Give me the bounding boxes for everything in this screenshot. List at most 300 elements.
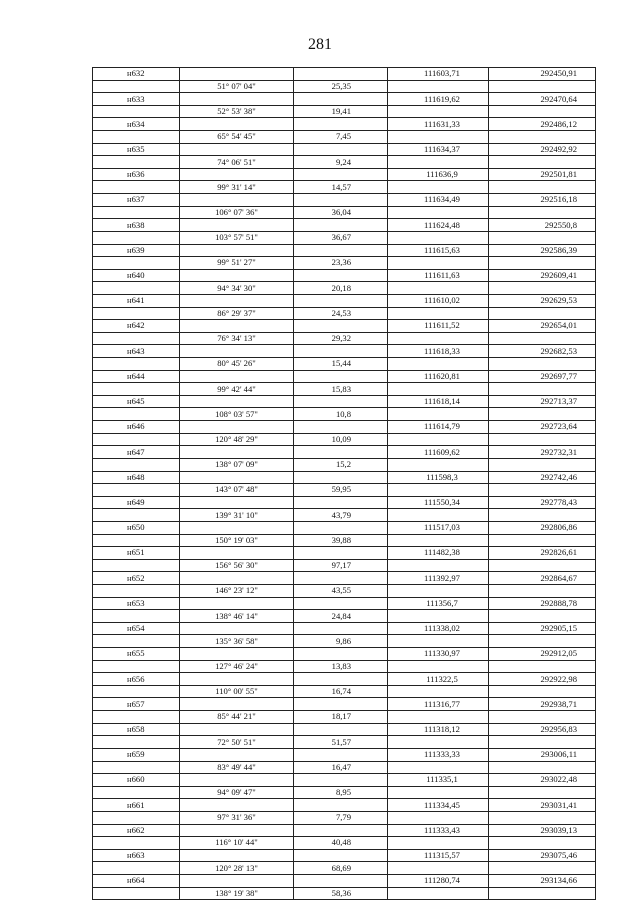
table-row <box>93 824 596 837</box>
point-name: н632 <box>93 68 180 81</box>
empty-cell <box>489 156 596 169</box>
empty-cell <box>93 156 180 169</box>
segment-length: 20,18 <box>294 282 388 295</box>
y-coordinate: 292806,86 <box>489 521 596 534</box>
empty-cell <box>388 887 489 900</box>
empty-cell <box>93 761 180 774</box>
table-row <box>93 521 596 534</box>
empty-cell <box>294 320 388 333</box>
empty-cell <box>180 143 294 156</box>
segment-length: 14,57 <box>294 181 388 194</box>
table-row <box>93 572 596 585</box>
empty-cell <box>294 143 388 156</box>
empty-cell <box>180 547 294 560</box>
empty-cell <box>294 622 388 635</box>
point-name: н653 <box>93 597 180 610</box>
empty-cell <box>489 786 596 799</box>
empty-cell <box>294 370 388 383</box>
y-coordinate: 292486,12 <box>489 118 596 131</box>
empty-cell <box>489 206 596 219</box>
y-coordinate: 292550,8 <box>489 219 596 232</box>
empty-cell <box>93 105 180 118</box>
empty-cell <box>180 824 294 837</box>
empty-cell <box>180 370 294 383</box>
empty-cell <box>294 849 388 862</box>
empty-cell <box>180 269 294 282</box>
empty-cell <box>180 194 294 207</box>
empty-cell <box>180 698 294 711</box>
table-row <box>93 80 596 93</box>
empty-cell <box>388 458 489 471</box>
empty-cell <box>388 862 489 875</box>
point-name: н639 <box>93 244 180 257</box>
point-name: н645 <box>93 395 180 408</box>
empty-cell <box>180 446 294 459</box>
empty-cell <box>388 559 489 572</box>
table-row <box>93 496 596 509</box>
y-coordinate: 293075,46 <box>489 849 596 862</box>
empty-cell <box>93 736 180 749</box>
empty-cell <box>180 68 294 81</box>
y-coordinate: 292682,53 <box>489 345 596 358</box>
table-row <box>93 648 596 661</box>
x-coordinate: 111619,62 <box>388 93 489 106</box>
empty-cell <box>180 320 294 333</box>
empty-cell <box>93 282 180 295</box>
table-row <box>93 231 596 244</box>
empty-cell <box>180 597 294 610</box>
table-row <box>93 345 596 358</box>
empty-cell <box>180 496 294 509</box>
table-row <box>93 711 596 724</box>
empty-cell <box>489 408 596 421</box>
direction-angle: 99° 31' 14" <box>180 181 294 194</box>
segment-length: 68,69 <box>294 862 388 875</box>
x-coordinate: 111603,71 <box>388 68 489 81</box>
x-coordinate: 111550,34 <box>388 496 489 509</box>
empty-cell <box>294 547 388 560</box>
y-coordinate: 293134,66 <box>489 875 596 888</box>
table-row <box>93 383 596 396</box>
empty-cell <box>489 660 596 673</box>
table-row <box>93 887 596 900</box>
empty-cell <box>489 358 596 371</box>
empty-cell <box>93 837 180 850</box>
table-row <box>93 446 596 459</box>
direction-angle: 52° 53' 38" <box>180 105 294 118</box>
empty-cell <box>388 156 489 169</box>
x-coordinate: 111610,02 <box>388 294 489 307</box>
empty-cell <box>388 105 489 118</box>
empty-cell <box>93 181 180 194</box>
empty-cell <box>489 458 596 471</box>
empty-cell <box>489 332 596 345</box>
direction-angle: 138° 07' 09" <box>180 458 294 471</box>
segment-length: 16,47 <box>294 761 388 774</box>
empty-cell <box>388 837 489 850</box>
direction-angle: 85° 44' 21" <box>180 711 294 724</box>
segment-length: 39,88 <box>294 534 388 547</box>
table-row <box>93 294 596 307</box>
empty-cell <box>489 231 596 244</box>
empty-cell <box>388 811 489 824</box>
y-coordinate: 292742,46 <box>489 471 596 484</box>
empty-cell <box>180 799 294 812</box>
empty-cell <box>294 698 388 711</box>
x-coordinate: 111334,45 <box>388 799 489 812</box>
table-row <box>93 433 596 446</box>
empty-cell <box>180 774 294 787</box>
empty-cell <box>180 395 294 408</box>
point-name: н651 <box>93 547 180 560</box>
point-name: н642 <box>93 320 180 333</box>
empty-cell <box>388 408 489 421</box>
empty-cell <box>388 131 489 144</box>
x-coordinate: 111609,62 <box>388 446 489 459</box>
empty-cell <box>93 131 180 144</box>
empty-cell <box>388 383 489 396</box>
empty-cell <box>93 685 180 698</box>
direction-angle: 106° 07' 36" <box>180 206 294 219</box>
point-name: н641 <box>93 294 180 307</box>
direction-angle: 146° 23' 12" <box>180 584 294 597</box>
empty-cell <box>93 635 180 648</box>
x-coordinate: 111634,49 <box>388 194 489 207</box>
x-coordinate: 111333,43 <box>388 824 489 837</box>
point-name: н654 <box>93 622 180 635</box>
table-row <box>93 610 596 623</box>
segment-length: 29,32 <box>294 332 388 345</box>
x-coordinate: 111618,33 <box>388 345 489 358</box>
table-row <box>93 181 596 194</box>
table-row <box>93 597 596 610</box>
table-row <box>93 534 596 547</box>
empty-cell <box>294 395 388 408</box>
point-name: н643 <box>93 345 180 358</box>
empty-cell <box>489 534 596 547</box>
empty-cell <box>93 534 180 547</box>
empty-cell <box>93 433 180 446</box>
segment-length: 15,44 <box>294 358 388 371</box>
segment-length: 15,83 <box>294 383 388 396</box>
empty-cell <box>93 660 180 673</box>
table-row <box>93 269 596 282</box>
table-row <box>93 509 596 522</box>
empty-cell <box>388 181 489 194</box>
y-coordinate: 292723,64 <box>489 421 596 434</box>
y-coordinate: 292586,39 <box>489 244 596 257</box>
point-name: н647 <box>93 446 180 459</box>
empty-cell <box>388 584 489 597</box>
y-coordinate: 293031,41 <box>489 799 596 812</box>
empty-cell <box>388 534 489 547</box>
table-row <box>93 736 596 749</box>
empty-cell <box>180 748 294 761</box>
segment-length: 16,74 <box>294 685 388 698</box>
x-coordinate: 111335,1 <box>388 774 489 787</box>
point-name: н648 <box>93 471 180 484</box>
direction-angle: 135° 36' 58" <box>180 635 294 648</box>
empty-cell <box>388 484 489 497</box>
table-row <box>93 660 596 673</box>
direction-angle: 74° 06' 51" <box>180 156 294 169</box>
empty-cell <box>180 345 294 358</box>
empty-cell <box>489 862 596 875</box>
x-coordinate: 111615,63 <box>388 244 489 257</box>
x-coordinate: 111636,9 <box>388 168 489 181</box>
y-coordinate: 292912,05 <box>489 648 596 661</box>
y-coordinate: 292888,78 <box>489 597 596 610</box>
empty-cell <box>93 610 180 623</box>
segment-length: 9,24 <box>294 156 388 169</box>
empty-cell <box>93 358 180 371</box>
empty-cell <box>489 887 596 900</box>
empty-cell <box>489 761 596 774</box>
empty-cell <box>388 358 489 371</box>
empty-cell <box>180 244 294 257</box>
segment-length: 36,67 <box>294 231 388 244</box>
y-coordinate: 292864,67 <box>489 572 596 585</box>
empty-cell <box>93 584 180 597</box>
empty-cell <box>388 80 489 93</box>
y-coordinate: 292654,01 <box>489 320 596 333</box>
table-row <box>93 408 596 421</box>
segment-length: 59,95 <box>294 484 388 497</box>
x-coordinate: 111611,52 <box>388 320 489 333</box>
table-row <box>93 875 596 888</box>
x-coordinate: 111517,03 <box>388 521 489 534</box>
table-row <box>93 761 596 774</box>
y-coordinate: 292516,18 <box>489 194 596 207</box>
segment-length: 36,04 <box>294 206 388 219</box>
empty-cell <box>388 206 489 219</box>
empty-cell <box>489 559 596 572</box>
table-row <box>93 723 596 736</box>
direction-angle: 120° 28' 13" <box>180 862 294 875</box>
empty-cell <box>180 648 294 661</box>
table-row <box>93 799 596 812</box>
direction-angle: 156° 56' 30" <box>180 559 294 572</box>
segment-length: 19,41 <box>294 105 388 118</box>
empty-cell <box>294 194 388 207</box>
table-row <box>93 484 596 497</box>
table-row <box>93 68 596 81</box>
empty-cell <box>93 206 180 219</box>
empty-cell <box>294 68 388 81</box>
direction-angle: 51° 07' 04" <box>180 80 294 93</box>
table-row <box>93 811 596 824</box>
table-row <box>93 786 596 799</box>
point-name: н635 <box>93 143 180 156</box>
x-coordinate: 111618,14 <box>388 395 489 408</box>
x-coordinate: 111624,48 <box>388 219 489 232</box>
direction-angle: 86° 29' 37" <box>180 307 294 320</box>
x-coordinate: 111280,74 <box>388 875 489 888</box>
direction-angle: 80° 45' 26" <box>180 358 294 371</box>
point-name: н636 <box>93 168 180 181</box>
page-number: 281 <box>308 36 332 53</box>
empty-cell <box>388 307 489 320</box>
empty-cell <box>180 572 294 585</box>
y-coordinate: 292732,31 <box>489 446 596 459</box>
empty-cell <box>294 723 388 736</box>
point-name: н657 <box>93 698 180 711</box>
empty-cell <box>93 484 180 497</box>
empty-cell <box>294 597 388 610</box>
empty-cell <box>489 257 596 270</box>
y-coordinate: 292492,92 <box>489 143 596 156</box>
table-row <box>93 748 596 761</box>
point-name: н652 <box>93 572 180 585</box>
empty-cell <box>93 509 180 522</box>
direction-angle: 103° 57' 51" <box>180 231 294 244</box>
empty-cell <box>388 257 489 270</box>
empty-cell <box>388 433 489 446</box>
point-name: н655 <box>93 648 180 661</box>
y-coordinate: 292956,83 <box>489 723 596 736</box>
x-coordinate: 111315,57 <box>388 849 489 862</box>
table-row <box>93 93 596 106</box>
table-row <box>93 774 596 787</box>
table-row <box>93 673 596 686</box>
x-coordinate: 111482,38 <box>388 547 489 560</box>
table-row <box>93 458 596 471</box>
x-coordinate: 111614,79 <box>388 421 489 434</box>
x-coordinate: 111598,3 <box>388 471 489 484</box>
segment-length: 10,09 <box>294 433 388 446</box>
empty-cell <box>388 509 489 522</box>
empty-cell <box>180 723 294 736</box>
empty-cell <box>294 168 388 181</box>
point-name: н662 <box>93 824 180 837</box>
point-name: н640 <box>93 269 180 282</box>
empty-cell <box>388 332 489 345</box>
table-row <box>93 370 596 383</box>
table-row <box>93 194 596 207</box>
empty-cell <box>294 875 388 888</box>
direction-angle: 150° 19' 03" <box>180 534 294 547</box>
direction-angle: 65° 54' 45" <box>180 131 294 144</box>
segment-length: 58,36 <box>294 887 388 900</box>
empty-cell <box>93 786 180 799</box>
empty-cell <box>93 231 180 244</box>
segment-length: 10,8 <box>294 408 388 421</box>
table-row <box>93 320 596 333</box>
direction-angle: 138° 19' 38" <box>180 887 294 900</box>
segment-length: 15,2 <box>294 458 388 471</box>
empty-cell <box>180 875 294 888</box>
direction-angle: 139° 31' 10" <box>180 509 294 522</box>
segment-length: 43,55 <box>294 584 388 597</box>
segment-length: 24,53 <box>294 307 388 320</box>
empty-cell <box>388 761 489 774</box>
direction-angle: 108° 03' 57" <box>180 408 294 421</box>
table-row <box>93 395 596 408</box>
table-row <box>93 471 596 484</box>
table-row <box>93 862 596 875</box>
empty-cell <box>489 105 596 118</box>
table-row <box>93 698 596 711</box>
empty-cell <box>93 887 180 900</box>
table-row <box>93 118 596 131</box>
table-row <box>93 547 596 560</box>
segment-length: 18,17 <box>294 711 388 724</box>
direction-angle: 99° 42' 44" <box>180 383 294 396</box>
empty-cell <box>489 736 596 749</box>
segment-length: 7,45 <box>294 131 388 144</box>
empty-cell <box>180 93 294 106</box>
empty-cell <box>489 584 596 597</box>
point-name: н659 <box>93 748 180 761</box>
empty-cell <box>294 774 388 787</box>
point-name: н649 <box>93 496 180 509</box>
direction-angle: 83° 49' 44" <box>180 761 294 774</box>
empty-cell <box>489 711 596 724</box>
empty-cell <box>93 458 180 471</box>
empty-cell <box>489 635 596 648</box>
empty-cell <box>489 509 596 522</box>
x-coordinate: 111392,97 <box>388 572 489 585</box>
empty-cell <box>489 80 596 93</box>
segment-length: 8,95 <box>294 786 388 799</box>
empty-cell <box>294 269 388 282</box>
direction-angle: 116° 10' 44" <box>180 837 294 850</box>
x-coordinate: 111318,12 <box>388 723 489 736</box>
y-coordinate: 293006,11 <box>489 748 596 761</box>
empty-cell <box>93 711 180 724</box>
empty-cell <box>180 673 294 686</box>
direction-angle: 94° 34' 30" <box>180 282 294 295</box>
segment-length: 7,79 <box>294 811 388 824</box>
direction-angle: 110° 00' 55" <box>180 685 294 698</box>
direction-angle: 143° 07' 48" <box>180 484 294 497</box>
empty-cell <box>294 219 388 232</box>
direction-angle: 99° 51' 27" <box>180 257 294 270</box>
empty-cell <box>388 635 489 648</box>
point-name: н638 <box>93 219 180 232</box>
empty-cell <box>489 837 596 850</box>
empty-cell <box>489 181 596 194</box>
empty-cell <box>294 824 388 837</box>
segment-length: 23,36 <box>294 257 388 270</box>
empty-cell <box>93 332 180 345</box>
empty-cell <box>294 471 388 484</box>
point-name: н646 <box>93 421 180 434</box>
table-row <box>93 307 596 320</box>
empty-cell <box>93 408 180 421</box>
segment-length: 40,48 <box>294 837 388 850</box>
x-coordinate: 111611,63 <box>388 269 489 282</box>
x-coordinate: 111620,81 <box>388 370 489 383</box>
segment-length: 13,83 <box>294 660 388 673</box>
empty-cell <box>93 307 180 320</box>
empty-cell <box>294 421 388 434</box>
table-row <box>93 105 596 118</box>
empty-cell <box>388 711 489 724</box>
direction-angle: 97° 31' 36" <box>180 811 294 824</box>
empty-cell <box>489 685 596 698</box>
empty-cell <box>294 521 388 534</box>
empty-cell <box>93 383 180 396</box>
empty-cell <box>489 383 596 396</box>
table-row <box>93 282 596 295</box>
empty-cell <box>388 685 489 698</box>
y-coordinate: 292922,98 <box>489 673 596 686</box>
y-coordinate: 292938,71 <box>489 698 596 711</box>
direction-angle: 127° 46' 24" <box>180 660 294 673</box>
table-row <box>93 849 596 862</box>
x-coordinate: 111634,37 <box>388 143 489 156</box>
